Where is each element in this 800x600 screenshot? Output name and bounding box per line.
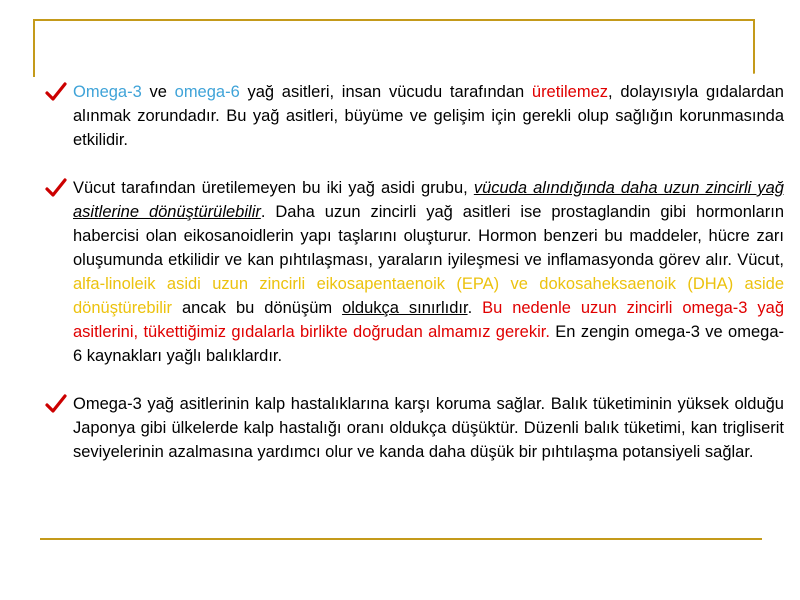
title-frame-top: [33, 19, 755, 21]
checkmark-icon: [44, 393, 68, 415]
checkmark-icon: [44, 81, 68, 103]
checkmark-icon: [44, 177, 68, 199]
text-segment: ancak bu dönüşüm: [172, 299, 343, 317]
slide-body: [44, 80, 784, 464]
text-segment: Vücut tarafından üretilemeyen bu iki yağ asidi grubu,: [73, 179, 474, 197]
bullet-item: [44, 176, 784, 368]
footer-divider: [40, 538, 762, 540]
text-segment: üretilemez: [531, 83, 609, 101]
text-segment: vücuda alındığında daha uzun zincirli yağ asitlerine dönüştürülebilir: [73, 179, 784, 221]
text-segment: Omega-3 yağ asitlerinin kalp hastalıklarına karşı koruma sağlar. Balık tüketiminin yüksek olduğu Japonya gibi ülkelerde kalp hastalığı oranı oldukça düşüktür. Düzenli balık tüketimi, kan trigliserit seviyelerinin azalmasına yardımcı olur ve kanda daha düşük bir pıhtılaşma potansiyeli sağlar.: [73, 395, 784, 461]
text-segment: oldukça sınırlıdır: [342, 299, 468, 317]
title-frame-left: [33, 19, 35, 77]
text-segment: En zengin omega-3 ve omega-6 kaynakları yağlı balıklardır.: [73, 323, 784, 365]
bullet-item: [44, 80, 784, 152]
text-segment: , dolayısıyla gıdalardan alınmak zorundadır. Bu yağ asitleri, büyüme ve gelişim için gerekli olup sağlığın korunmasında etkilidir.: [73, 83, 784, 149]
text-segment: yağ asitleri, insan vücudu tarafından: [239, 83, 532, 101]
text-segment: . Daha uzun zincirli yağ asitleri ise prostaglandin gibi hormonların habercisi olan eikosanoidlerin yapı taşlarını oluşturur. Hormon benzeri bu maddeler, hücre zarı oluşumunda etkilidir ve kan pıhtılaşması, yaraların iyileşmesi ve inflamasyonda görev alır. Vücut,: [73, 203, 785, 269]
bullet-text: [73, 392, 784, 464]
bullet-text: [73, 176, 784, 368]
text-segment: ve: [141, 83, 175, 101]
text-segment: .: [467, 299, 483, 317]
accent-mark: .: [752, 61, 756, 77]
text-segment: Omega-3: [73, 83, 142, 101]
bullet-text: [73, 80, 784, 152]
bullet-item: [44, 392, 784, 464]
text-segment: Bu nedenle uzun zincirli omega-3 yağ asitlerini, tükettiğimiz gıdalarla birlikte doğrudan almamız gerekir.: [73, 299, 785, 341]
text-segment: omega-6: [174, 83, 240, 101]
text-segment: alfa-linoleik asidi uzun zincirli eikosapentaenoik (EPA) ve dokosaheksaenoik (DHA) aside dönüştürebilir: [73, 275, 784, 317]
